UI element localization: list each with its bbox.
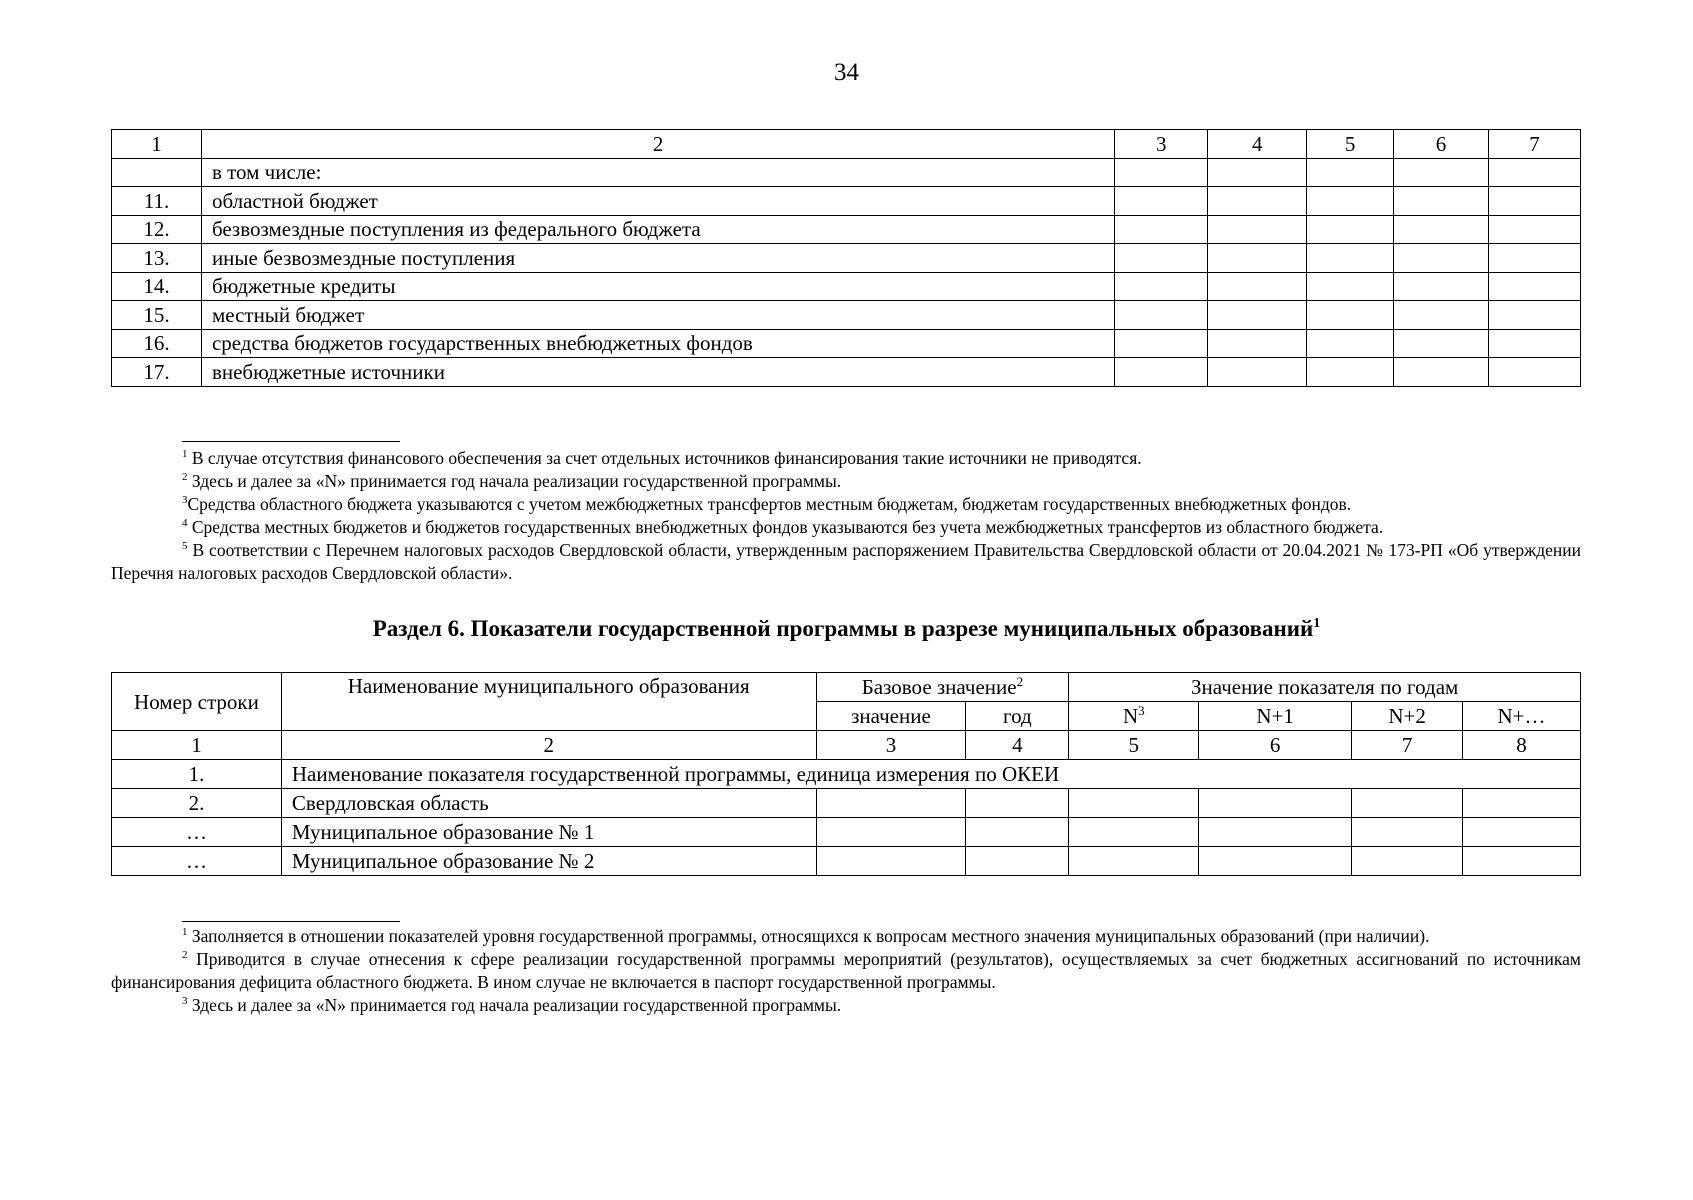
column-number: 4 [966, 731, 1069, 760]
footnote-text: Здесь и далее за «N» принимается год начала реализации государственной программы. [187, 995, 842, 1015]
footnote-mark: 3 [182, 995, 188, 1007]
column-number: 8 [1463, 731, 1581, 760]
empty-cell [1199, 789, 1352, 818]
empty-cell [1489, 187, 1581, 216]
empty-cell [1199, 847, 1352, 876]
footnotes-funding [111, 447, 1581, 585]
footnote [111, 493, 1581, 516]
footnote-text: Заполняется в отношении показателей уровня государственной программы, относящихся к вопросам местного значения муниципальных образований (при наличии). [187, 926, 1430, 946]
empty-cell [1069, 789, 1199, 818]
header-cell: 6 [1394, 130, 1489, 159]
header-year-nmore: N+… [1463, 702, 1581, 731]
footnote-separator [182, 921, 400, 922]
empty-cell [1208, 272, 1307, 301]
empty-cell [1394, 158, 1489, 187]
footnote [111, 539, 1581, 585]
funding-sources-table [111, 129, 1581, 387]
empty-cell [816, 847, 966, 876]
empty-cell [1489, 215, 1581, 244]
empty-cell [1489, 329, 1581, 358]
empty-cell [1394, 244, 1489, 273]
indicator-name: Наименование показателя государственной программы, единица измерения по ОКЕИ [281, 760, 1580, 789]
header-year-n [1069, 702, 1199, 731]
empty-cell [1463, 789, 1581, 818]
header-cell: 5 [1307, 130, 1394, 159]
municipal-indicators-table [111, 672, 1581, 876]
header-cell: 4 [1208, 130, 1307, 159]
row-number: 14. [112, 272, 202, 301]
section-title-text: Раздел 6. Показатели государственной программы в разрезе муниципальных образований [372, 616, 1314, 641]
empty-cell [816, 818, 966, 847]
table-row [112, 329, 1581, 358]
table-row [112, 244, 1581, 273]
empty-cell [1307, 329, 1394, 358]
footnote-mark: 1 [182, 926, 188, 938]
empty-cell [966, 847, 1069, 876]
row-number: 15. [112, 301, 202, 330]
empty-cell [1208, 187, 1307, 216]
row-label: местный бюджет [201, 301, 1114, 330]
footnote-mark: 2 [1016, 674, 1024, 689]
row-number: … [112, 818, 282, 847]
empty-cell [1208, 215, 1307, 244]
footnote-text: Приводится в случае отнесения к сфере реализации государственной программы мероприятий (результатов), осуществляемых за счет бюджетных ассигнований по источникам финансирования дефицита областного бюджета. В ином случае не включается в паспорт государственной программы. [111, 949, 1581, 992]
footnote-mark: 2 [182, 949, 188, 961]
empty-cell [1208, 158, 1307, 187]
header-base-value [816, 673, 1069, 702]
row-label: областной бюджет [201, 187, 1114, 216]
table-row [112, 358, 1581, 387]
column-numbers-row [112, 731, 1581, 760]
empty-cell [1115, 158, 1208, 187]
empty-cell [1463, 847, 1581, 876]
row-label: иные безвозмездные поступления [201, 244, 1114, 273]
empty-cell [1394, 329, 1489, 358]
footnote-mark: 1 [1313, 616, 1321, 631]
empty-cell [1394, 272, 1489, 301]
footnote [111, 447, 1581, 470]
empty-cell [1489, 244, 1581, 273]
header-year-n-text: N [1122, 704, 1139, 728]
footnote-mark: 3 [182, 494, 188, 506]
row-number: 2. [112, 789, 282, 818]
empty-cell [1307, 301, 1394, 330]
column-number: 6 [1199, 731, 1352, 760]
footnote-mark: 2 [182, 471, 188, 483]
header-base-value-text: Базовое значение [861, 675, 1017, 699]
empty-cell [1489, 272, 1581, 301]
footnote-text: В случае отсутствия финансового обеспечения за счет отдельных источников финансирования такие источники не приводятся. [187, 448, 1142, 468]
footnote-text: Здесь и далее за «N» принимается год начала реализации государственной программы. [187, 471, 842, 491]
header-cell: 3 [1115, 130, 1208, 159]
row-label: в том числе: [201, 158, 1114, 187]
table-row [112, 272, 1581, 301]
row-number: 17. [112, 358, 202, 387]
footnote [111, 925, 1581, 948]
empty-cell [1394, 301, 1489, 330]
footnote-text: Средства местных бюджетов и бюджетов государственных внебюджетных фондов указываются без учета межбюджетных трансфертов из областного бюджета. [187, 517, 1384, 537]
empty-cell [816, 789, 966, 818]
empty-cell [1394, 187, 1489, 216]
empty-cell [1463, 818, 1581, 847]
empty-cell [1208, 244, 1307, 273]
table-row [112, 847, 1581, 876]
table-header-row [112, 673, 1581, 702]
section-title [0, 614, 1693, 644]
empty-cell [966, 818, 1069, 847]
empty-cell [1069, 847, 1199, 876]
empty-cell [1394, 215, 1489, 244]
empty-cell [1208, 358, 1307, 387]
empty-cell [1489, 158, 1581, 187]
municipality-name: Муниципальное образование № 1 [281, 818, 816, 847]
empty-cell [1307, 187, 1394, 216]
empty-cell [1394, 358, 1489, 387]
empty-cell [1115, 187, 1208, 216]
page-number: 34 [834, 59, 859, 86]
header-value: значение [816, 702, 966, 731]
column-number: 5 [1069, 731, 1199, 760]
column-number: 7 [1352, 731, 1463, 760]
empty-cell [1352, 789, 1463, 818]
column-number: 2 [281, 731, 816, 760]
row-number [112, 158, 202, 187]
header-values-by-year: Значение показателя по годам [1069, 673, 1581, 702]
footnote-text: В соответствии с Перечнем налоговых расходов Свердловской области, утвержденным распоряжением Правительства Свердловской области от 20.04.2021 № 173-РП «Об утверждении Перечня налоговых расходов Свердловской области». [111, 540, 1581, 583]
row-number: 11. [112, 187, 202, 216]
empty-cell [1199, 818, 1352, 847]
empty-cell [1115, 358, 1208, 387]
row-number: 16. [112, 329, 202, 358]
header-municipality-name: Наименование муниципального образования [281, 673, 816, 731]
empty-cell [1307, 158, 1394, 187]
row-label: средства бюджетов государственных внебюджетных фондов [201, 329, 1114, 358]
column-number: 3 [816, 731, 966, 760]
header-cell: 7 [1489, 130, 1581, 159]
row-label: безвозмездные поступления из федерального бюджета [201, 215, 1114, 244]
municipality-name: Муниципальное образование № 2 [281, 847, 816, 876]
municipality-name: Свердловская область [281, 789, 816, 818]
footnote-separator [182, 441, 400, 442]
row-number: 1. [112, 760, 282, 789]
table-row [112, 158, 1581, 187]
empty-cell [1307, 215, 1394, 244]
header-year: год [966, 702, 1069, 731]
header-row-number: Номер строки [112, 673, 282, 731]
footnote [111, 516, 1581, 539]
empty-cell [1307, 272, 1394, 301]
empty-cell [1489, 358, 1581, 387]
row-label: бюджетные кредиты [201, 272, 1114, 301]
column-number: 1 [112, 731, 282, 760]
empty-cell [1115, 215, 1208, 244]
row-number: … [112, 847, 282, 876]
table-row [112, 818, 1581, 847]
table-row [112, 301, 1581, 330]
footnote-mark: 4 [182, 517, 188, 529]
indicator-row [112, 760, 1581, 789]
header-cell: 1 [112, 130, 202, 159]
table-row [112, 187, 1581, 216]
header-cell: 2 [201, 130, 1114, 159]
empty-cell [1115, 329, 1208, 358]
footnotes-municipal [111, 925, 1581, 1017]
table-header-row [112, 130, 1581, 159]
empty-cell [1307, 358, 1394, 387]
empty-cell [1115, 272, 1208, 301]
row-number: 12. [112, 215, 202, 244]
table-row [112, 789, 1581, 818]
header-year-n2: N+2 [1352, 702, 1463, 731]
footnote-mark: 1 [182, 448, 188, 460]
empty-cell [1307, 244, 1394, 273]
empty-cell [1115, 244, 1208, 273]
empty-cell [1115, 301, 1208, 330]
header-year-n1: N+1 [1199, 702, 1352, 731]
empty-cell [1208, 329, 1307, 358]
footnote [111, 470, 1581, 493]
empty-cell [1352, 818, 1463, 847]
row-label: внебюджетные источники [201, 358, 1114, 387]
empty-cell [1489, 301, 1581, 330]
empty-cell [1069, 818, 1199, 847]
footnote [111, 948, 1581, 994]
footnote-text: Средства областного бюджета указываются с учетом межбюджетных трансфертов местным бюджетам, бюджетам государственных внебюджетных фондов. [187, 494, 1352, 514]
footnote [111, 994, 1581, 1017]
table-row [112, 215, 1581, 244]
footnote-mark: 3 [1138, 703, 1145, 718]
footnote-mark: 5 [182, 540, 188, 552]
empty-cell [966, 789, 1069, 818]
empty-cell [1208, 301, 1307, 330]
row-number: 13. [112, 244, 202, 273]
empty-cell [1352, 847, 1463, 876]
